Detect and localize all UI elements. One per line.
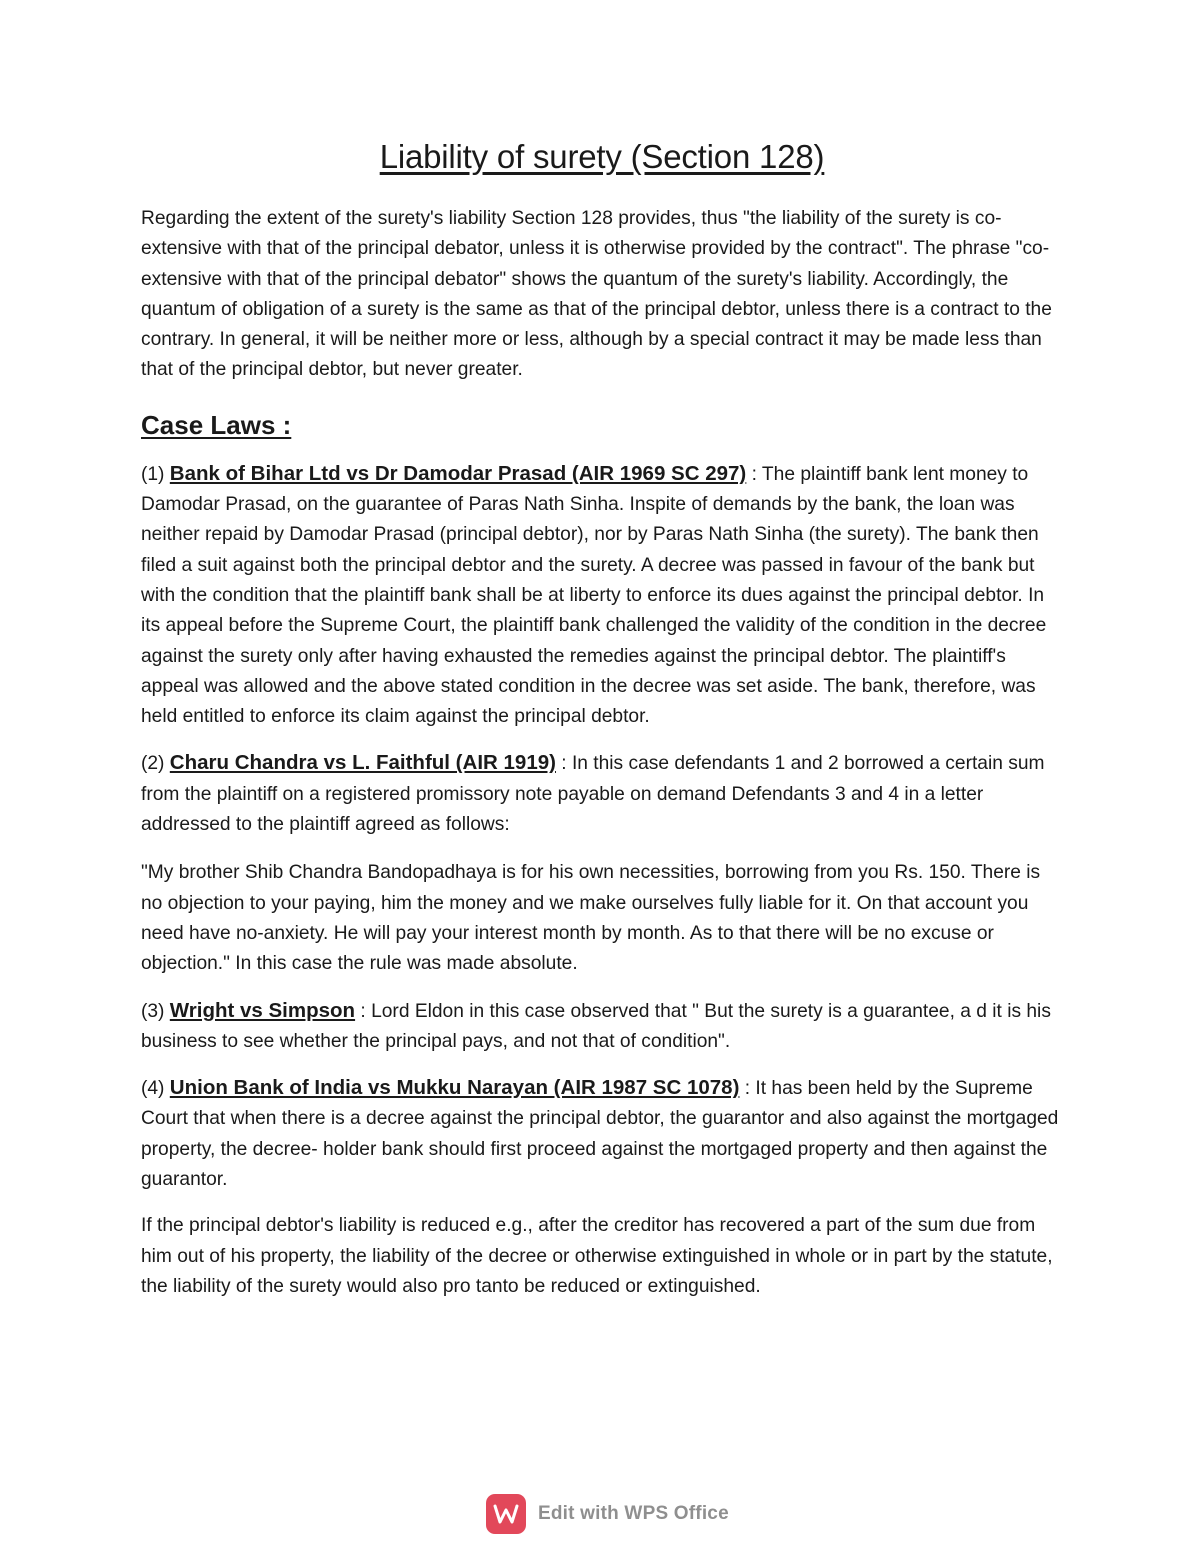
case-2 bbox=[141, 748, 1063, 840]
case-3-number: (3) bbox=[141, 1000, 165, 1022]
wps-office-icon bbox=[486, 1494, 526, 1534]
case-4-number: (4) bbox=[141, 1078, 165, 1100]
wps-edit-label: Edit with WPS Office bbox=[538, 1503, 729, 1524]
case-2-title: Charu Chandra vs L. Faithful (AIR 1919) bbox=[169, 751, 556, 775]
closing-paragraph: If the principal debtor's liability is reduced e.g., after the creditor has recovered a part of the sum due from him out of his property, the liability of the decree or otherwise extinguished in whole or in part by the statute, the liability of the surety would also pro tanto be reduced or extinguished. bbox=[141, 1215, 1053, 1297]
page-title: Liability of surety (Section 128) bbox=[379, 138, 825, 175]
case-laws-heading: Case Laws : bbox=[141, 409, 292, 440]
wps-edit-badge[interactable] bbox=[486, 1494, 729, 1534]
case-1-text: : The plaintiff bank lent money to Damodar Prasad, on the guarantee of Paras Nath Sinha. Inspite of demands by the bank, the loan was neither repaid by Damodar Prasad (principal debtor), nor by Paras Nath Sinha (the surety). The bank then filed a suit against both the principal debtor and the surety. A decree was passed in favour of the bank but with the condition that the plaintiff bank shall be at liberty to enforce its dues against the principal debtor. In its appeal before the Supreme Court, the plaintiff bank challenged the validity of the condition in the decree against the surety only after having exhausted the remedies against the principal debtor. The plaintiff's appeal was allowed and the above stated condition in the decree was set aside. The bank, therefore, was held entitled to enforce its claim against the principal debtor. bbox=[141, 463, 1047, 728]
case-1-number: (1) bbox=[141, 463, 165, 485]
case-2-text: : In this case defendants 1 and 2 borrowed a certain sum from the plaintiff on a registered promissory note payable on demand Defendants 3 and 4 in a letter addressed to the plaintiff agreed as follows: bbox=[141, 753, 1045, 836]
case-3-text: : Lord Eldon in this case observed that " But the surety is a guarantee, a d it is his business to see whether the principal pays, and not that of condition". bbox=[141, 1000, 1051, 1052]
case-3 bbox=[141, 996, 1063, 1058]
case-4-text: : It has been held by the Supreme Court that when there is a decree against the principal debtor, the guarantor and also against the mortgaged property, the decree- holder bank should first proceed against the mortgaged property and then against the guarantor. bbox=[141, 1078, 1059, 1191]
case-3-title: Wright vs Simpson bbox=[169, 998, 356, 1022]
case-2-quote: "My brother Shib Chandra Bandopadhaya is for his own necessities, borrowing from you Rs. 150. There is no objection to your paying, him the money and we make ourselves fully liable for it. On that account you need have no-anxiety. He will pay your interest month by month. As to that there will be no excuse or objection." In this case the rule was made absolute. bbox=[141, 862, 1041, 975]
document-page bbox=[141, 138, 1063, 1318]
case-1 bbox=[141, 459, 1063, 733]
case-4 bbox=[141, 1073, 1063, 1195]
case-4-title: Union Bank of India vs Mukku Narayan (AIR 1987 SC 1078) bbox=[169, 1076, 740, 1100]
intro-paragraph: Regarding the extent of the surety's liability Section 128 provides, thus "the liability of the surety is co- extensive with that of the principal debator, unless it is otherwise provided by the contract". The phrase "co- extensive with that of the principal debator" shows the quantum of the surety's liability. Accordingly, the quantum of obligation of a surety is the same as that of the principal debtor, unless there is a contract to the contrary. In general, it will be neither more or less, although by a special contract it may be made less than that of the principal debtor, but never greater. bbox=[141, 208, 1052, 381]
case-2-number: (2) bbox=[141, 753, 165, 775]
case-1-title: Bank of Bihar Ltd vs Dr Damodar Prasad (AIR 1969 SC 297) bbox=[169, 461, 747, 485]
